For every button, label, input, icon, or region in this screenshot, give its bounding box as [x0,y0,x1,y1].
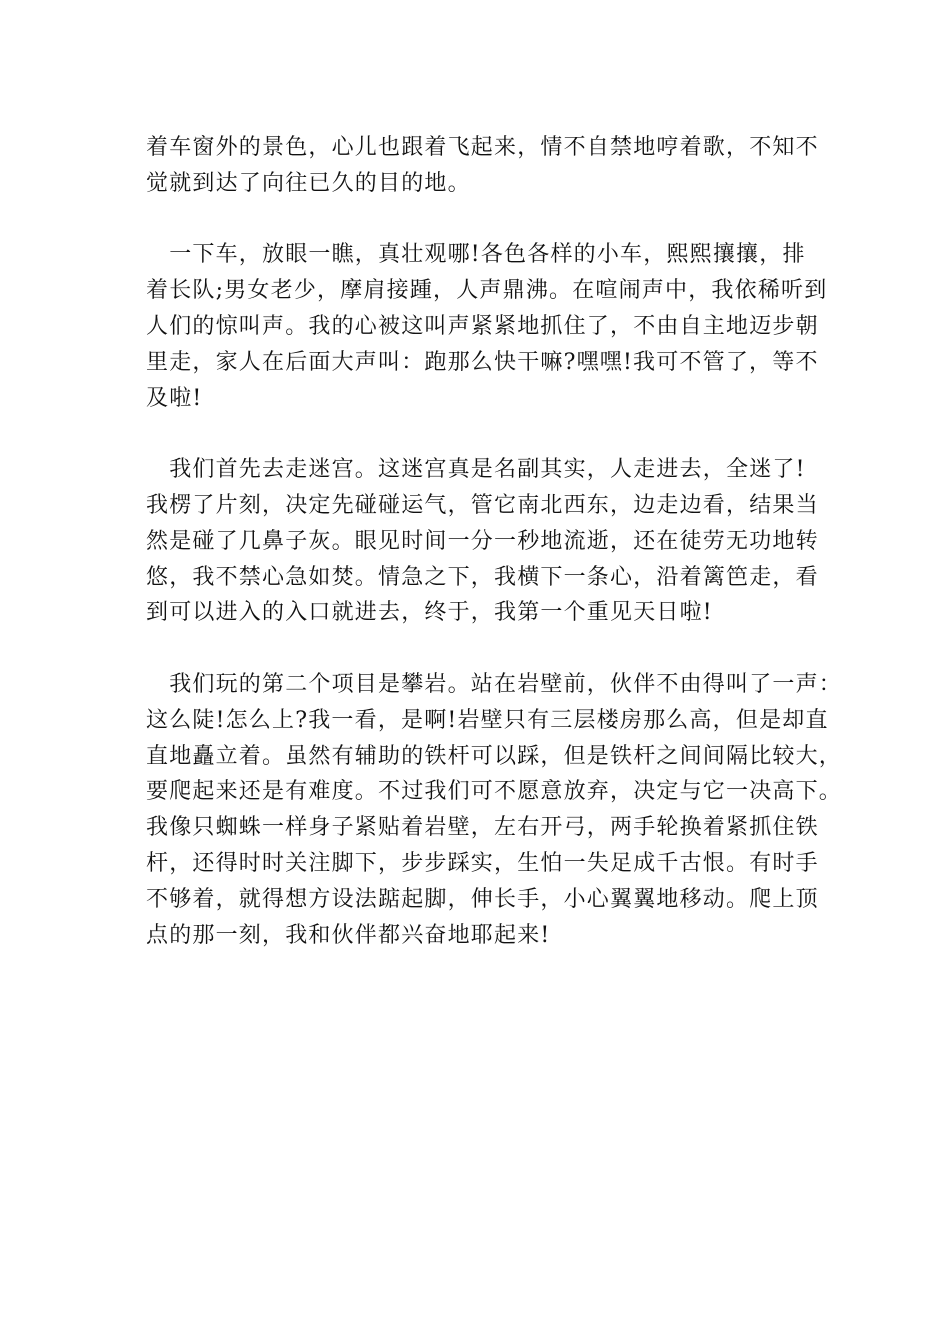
paragraph-1 [146,130,819,202]
text-line: 这么陡!怎么上?我一看，是啊!岩壁只有三层楼房那么高，但是却直 [146,707,829,733]
text-line: 要爬起来还是有难度。不过我们可不愿意放弃，决定与它一决高下。 [146,779,843,805]
paragraph-spacing [146,416,816,452]
text-line: 人们的惊叫声。我的心被这叫声紧紧地抓住了，不由自主地迈步朝 [146,313,819,339]
text-line: 不够着，就得想方设法踮起脚，伸长手，小心翼翼地移动。爬上顶 [146,886,819,912]
text-line: 着长队;男女老少，摩肩接踵，人声鼎沸。在喧闹声中，我依稀听到 [146,278,828,304]
paragraph-2 [146,237,828,416]
text-line: 我像只蜘蛛一样身子紧贴着岩壁，左右开弓，两手轮换着紧抓住铁 [146,815,819,841]
text-line: 我楞了片刻，决定先碰碰运气，管它南北西东，边走边看，结果当 [146,492,819,518]
text-line: 然是碰了几鼻子灰。眼见时间一分一秒地流逝，还在徒劳无功地转 [146,528,819,554]
text-line: 我们首先去走迷宫。这迷宫真是名副其实，人走进去，全迷了! [146,457,806,483]
text-line: 直地矗立着。虽然有辅助的铁杆可以踩，但是铁杆之间间隔比较大， [146,743,843,769]
text-line: 着车窗外的景色，心儿也跟着飞起来，情不自禁地哼着歌，不知不 [146,135,819,160]
text-line: 一下车，放眼一瞧，真壮观哪!各色各样的小车，熙熙攘攘，排 [146,242,806,268]
paragraph-3 [146,452,819,631]
text-line: 我们玩的第二个项目是攀岩。站在岩壁前，伙伴不由得叫了一声： [146,671,843,697]
text-line: 觉就到达了向往已久的目的地。 [146,170,471,196]
text-line: 点的那一刻，我和伙伴都兴奋地耶起来! [146,922,551,948]
text-line: 里走，家人在后面大声叫：跑那么快干嘛?嘿嘿!我可不管了，等不 [146,349,819,375]
paragraph-spacing [146,202,816,238]
text-line: 杆，还得时时关注脚下，步步踩实，生怕一失足成千古恨。有时手 [146,850,819,876]
article-body [146,130,843,953]
paragraph-4 [146,667,843,953]
text-line: 及啦! [146,385,203,411]
paragraph-spacing [146,631,816,667]
text-line: 悠，我不禁心急如焚。情急之下，我横下一条心，沿着篱笆走，看 [146,564,819,590]
text-line: 到可以进入的入口就进去，终于，我第一个重见天日啦! [146,600,713,626]
